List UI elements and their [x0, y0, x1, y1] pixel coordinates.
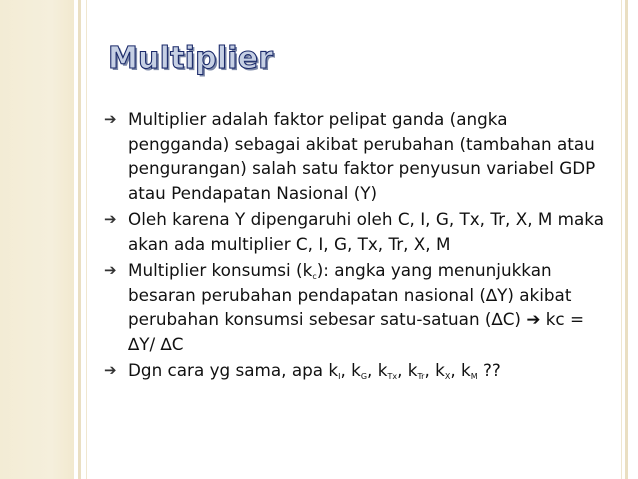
- subscript: X: [444, 372, 451, 381]
- bullet-item: [104, 107, 614, 205]
- subscript: I: [338, 372, 341, 381]
- text-run: Dgn cara yg sama, apa k: [128, 360, 339, 380]
- text-run: Multiplier konsumsi (k: [128, 260, 313, 280]
- bullet-text: Oleh karena Y dipengaruhi oleh C, I, G, Tx, Tr, X, M maka akan ada multiplier C, I, G, Tx, Tr, X, M: [128, 209, 605, 254]
- text-run: , k: [397, 360, 418, 380]
- text-run: C: [171, 333, 184, 354]
- bullet-text: [128, 260, 584, 354]
- left-divider-line: [78, 0, 81, 479]
- left-divider-line-thin: [86, 0, 87, 479]
- text-run: ??: [477, 360, 501, 380]
- arrow-right-icon: ➔: [104, 210, 117, 228]
- text-run: , k: [367, 360, 388, 380]
- text-run: Y/: [139, 333, 161, 354]
- delta-symbol: ∆: [128, 333, 140, 354]
- bullet-item: [104, 207, 614, 256]
- text-run: , k: [340, 360, 361, 380]
- text-run: , k: [424, 360, 445, 380]
- delta-symbol: ∆: [491, 309, 503, 329]
- delta-symbol: ∆: [160, 333, 172, 354]
- left-decorative-band: [0, 0, 74, 479]
- bullet-item: [104, 258, 614, 356]
- bullet-text: Multiplier adalah faktor pelipat ganda (angka pengganda) sebagai akibat perubahan (tambahan atau pengurangan) salah satu faktor penyusun variabel GDP atau Pendapatan Nasional (Y): [128, 109, 596, 203]
- text-run: ): angka yang menunjukkan besaran perubahan pendapatan nasional (: [128, 260, 552, 305]
- subscript: G: [360, 372, 368, 381]
- subscript: Tr: [417, 372, 425, 381]
- bullet-text: [128, 360, 501, 380]
- text-run: C): [502, 309, 527, 329]
- right-border-line: [625, 0, 628, 479]
- subscript: M: [470, 372, 478, 381]
- arrow-right-icon: ➔: [104, 261, 117, 279]
- bullet-item: [104, 358, 614, 383]
- arrow-right-icon: ➔: [104, 110, 117, 128]
- slide-title: Multiplier: [108, 41, 274, 76]
- subscript: c: [312, 272, 317, 281]
- implies-arrow-icon: ➔: [526, 309, 541, 329]
- text-run: kc =: [540, 309, 585, 329]
- delta-symbol: ∆: [485, 284, 498, 305]
- arrow-right-icon: ➔: [104, 361, 117, 379]
- subscript: Tx: [387, 372, 398, 381]
- right-border-line-thin: [621, 0, 622, 479]
- bullet-list: [104, 107, 614, 383]
- text-run: , k: [450, 360, 471, 380]
- text-run: Y) akibat perubahan konsumsi sebesar satu-satuan (: [128, 284, 572, 329]
